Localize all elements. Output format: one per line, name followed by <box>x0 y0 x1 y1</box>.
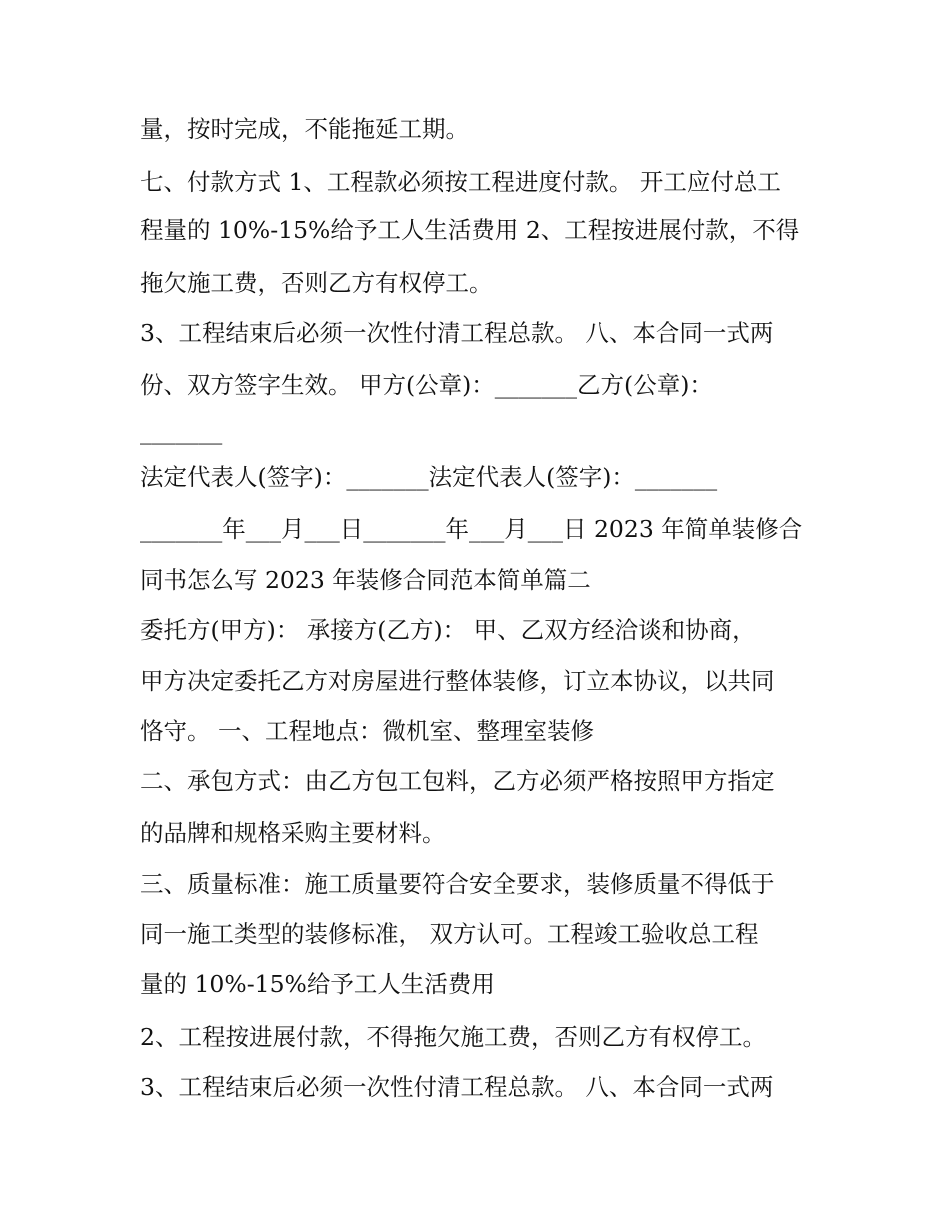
text-line: 三、质量标准：施工质量要符合安全要求，装修质量不得低于 <box>140 870 775 898</box>
text-line: 同书怎么写 2023 年装修合同范本简单篇二 <box>140 566 591 594</box>
text-line: 量，按时完成，不能拖延工期。 <box>140 115 469 143</box>
text-line: 甲方决定委托乙方对房屋进行整体装修，订立本协议，以共同 <box>140 667 775 695</box>
text-line: 同一施工类型的装修标准， 双方认可。工程竣工验收总工程 <box>140 920 759 948</box>
text-line: 2、工程按进展付款，不得拖欠施工费，否则乙方有权停工。 <box>140 1023 766 1051</box>
text-line: 七、付款方式 1、工程款必须按工程进度付款。 开工应付总工 <box>140 168 781 196</box>
text-line: 量的 10%-15%给予工人生活费用 <box>140 970 495 998</box>
text-line: 3、工程结束后必须一次性付清工程总款。 八、本合同一式两 <box>140 319 774 347</box>
text-line: 程量的 10%-15%给予工人生活费用 2、工程按进展付款，不得 <box>140 216 800 244</box>
text-line: 二、承包方式：由乙方包工包料，乙方必须严格按照甲方指定 <box>140 767 775 795</box>
text-line: _______ <box>140 417 223 445</box>
text-line: 恪守。 一、工程地点：微机室、整理室装修 <box>140 717 594 745</box>
text-line: 拖欠施工费，否则乙方有权停工。 <box>140 269 493 297</box>
text-line: 份、双方签字生效。 甲方(公章)：_______乙方(公章)： <box>140 371 713 399</box>
text-line: 3、工程结束后必须一次性付清工程总款。 八、本合同一式两 <box>140 1073 774 1101</box>
text-line: 的品牌和规格采购主要材料。 <box>140 819 446 847</box>
text-line: 委托方(甲方)： 承接方(乙方)： 甲、乙双方经洽谈和协商， <box>140 616 756 644</box>
text-line: _______年___月___日_______年___月___日 2023 年简单装修合 <box>140 515 803 543</box>
text-line: 法定代表人(签字)：_______法定代表人(签字)：_______ <box>140 463 718 491</box>
